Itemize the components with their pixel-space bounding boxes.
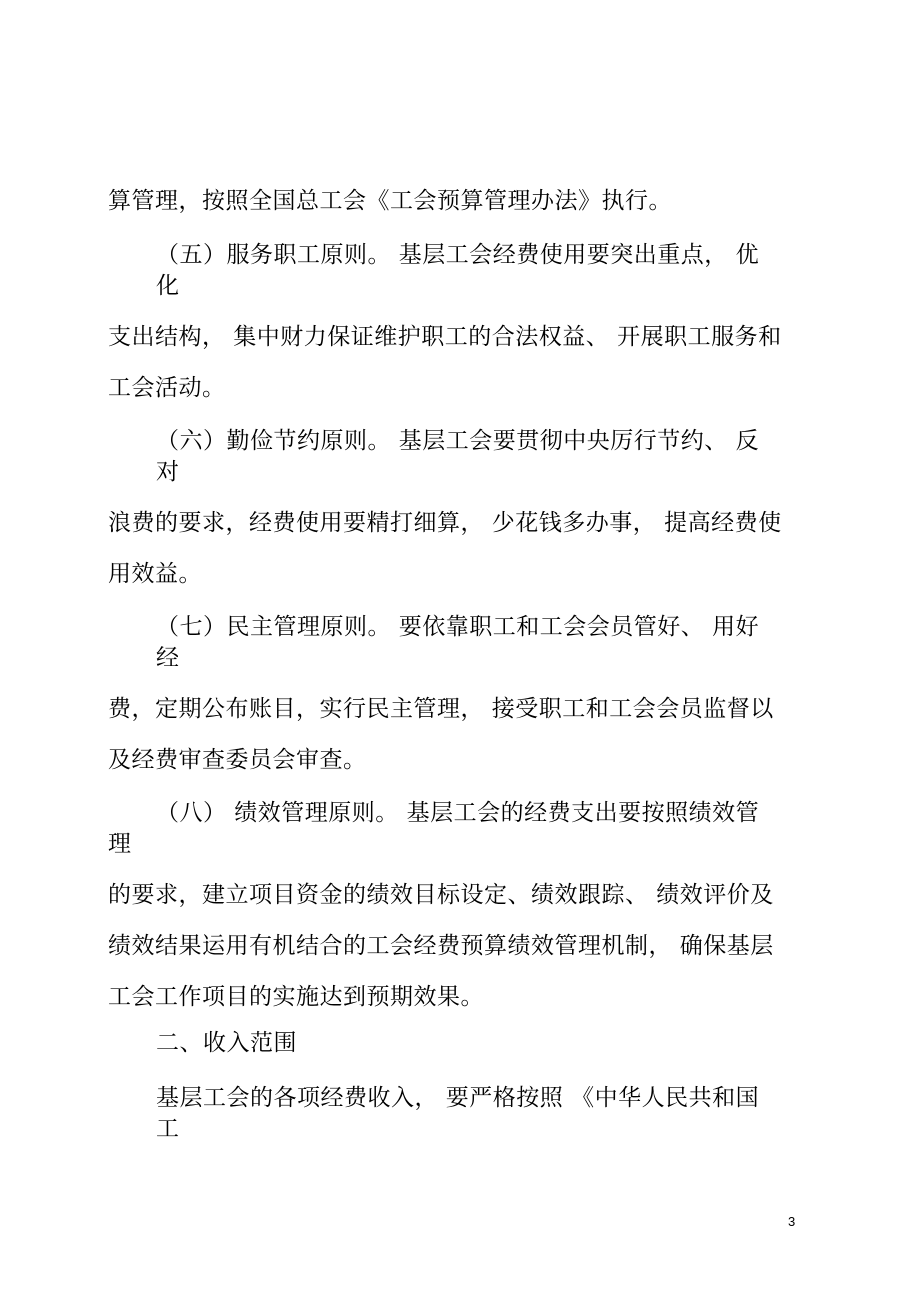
text-line: 理 bbox=[108, 831, 132, 857]
text-line: 化 bbox=[156, 273, 180, 299]
text-line: 支出结构， 集中财力保证维护职工的合法权益、 开展职工服务和 bbox=[108, 324, 782, 350]
text-line: 基层工会的各项经费收入， 要严格按照 《中华人民共和国 bbox=[156, 1085, 760, 1111]
text-line: （七）民主管理原则。 要依靠职工和工会会员管好、 用好 bbox=[156, 614, 760, 640]
text-line: 绩效结果运用有机结合的工会经费预算绩效管理机制， 确保基层 bbox=[108, 933, 774, 959]
text-line: 工会工作项目的实施达到预期效果。 bbox=[108, 984, 484, 1010]
section-heading: 二、收入范围 bbox=[156, 1030, 297, 1056]
text-line: 工会活动。 bbox=[108, 375, 226, 401]
text-line: 浪费的要求，经费使用要精打细算， 少花钱多办事， 提高经费使 bbox=[108, 510, 782, 536]
text-line: 费，定期公布账目，实行民主管理， 接受职工和工会会员监督以 bbox=[108, 696, 774, 722]
text-line: （六）勤俭节约原则。 基层工会要贯彻中央厉行节约、 反 bbox=[156, 428, 760, 454]
text-line: 算管理，按照全国总工会《工会预算管理办法》执行。 bbox=[108, 188, 672, 214]
text-line: 工 bbox=[156, 1116, 180, 1142]
text-line: 对 bbox=[156, 459, 180, 485]
text-line: 及经费审查委员会审查。 bbox=[108, 747, 367, 773]
text-line: （八） 绩效管理原则。 基层工会的经费支出要按照绩效管 bbox=[156, 800, 760, 826]
text-line: 经 bbox=[156, 645, 180, 671]
page-number: 3 bbox=[788, 1214, 796, 1229]
text-line: （五）服务职工原则。 基层工会经费使用要突出重点， 优 bbox=[156, 242, 760, 268]
text-line: 的要求，建立项目资金的绩效目标设定、绩效跟踪、 绩效评价及 bbox=[108, 882, 774, 908]
text-line: 用效益。 bbox=[108, 561, 202, 587]
